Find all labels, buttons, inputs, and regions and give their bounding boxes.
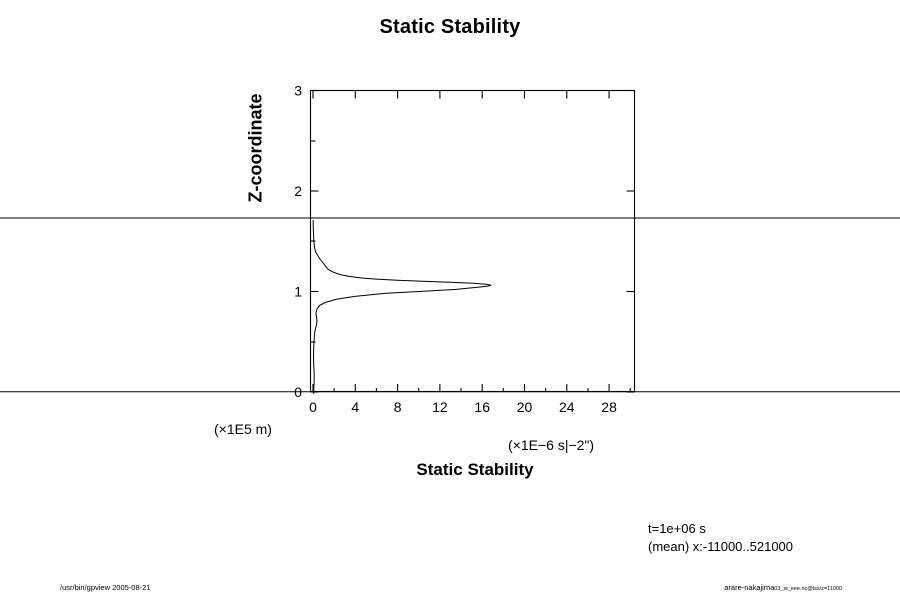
- footer-source-sub: 03_st_eee.nc@lss/z=11000: [774, 586, 842, 592]
- footer-source: [724, 583, 842, 592]
- ytick-3: 3: [294, 82, 302, 99]
- xtick-28: 28: [601, 399, 617, 415]
- ytick-0: 0: [294, 384, 302, 400]
- y-axis-unit: (×1E5 m): [214, 421, 272, 437]
- xtick-16: 16: [474, 399, 490, 415]
- xtick-20: 20: [516, 399, 533, 415]
- xtick-0: 0: [309, 399, 317, 415]
- footer-source-main: arare-nakajima: [724, 583, 775, 592]
- ytick-2: 2: [294, 183, 302, 199]
- annotation-time: t=1e+06 s: [648, 521, 706, 536]
- y-axis-label: Z-coordinate: [245, 93, 266, 203]
- page-title: Static Stability: [379, 16, 521, 38]
- horizontal-reference-lines: [0, 218, 900, 392]
- footer-command: /usr/bin/gpview 2005-08-21: [60, 583, 151, 592]
- xtick-8: 8: [393, 399, 402, 415]
- x-axis-label: Static Stability: [416, 460, 534, 479]
- x-axis-unit: (×1E−6 s|−2"): [508, 437, 595, 453]
- xtick-12: 12: [432, 399, 448, 415]
- xtick-24: 24: [559, 399, 575, 415]
- data-curve: [313, 220, 491, 394]
- annotation-mean: (mean) x:-11000..521000: [648, 539, 794, 554]
- ytick-1: 1: [294, 283, 302, 300]
- xtick-4: 4: [351, 399, 360, 415]
